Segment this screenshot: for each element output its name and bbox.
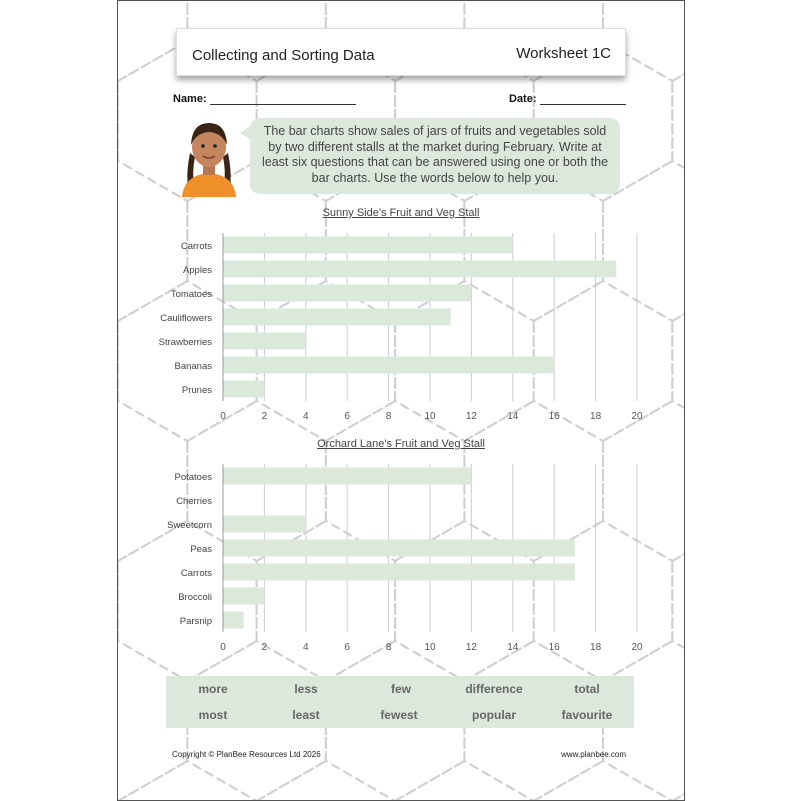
word-most: most [198,708,228,722]
x-tick-label: 8 [385,642,392,653]
y-category-label: Peas [190,544,212,555]
word-total: total [574,682,600,696]
copyright-text: Copyright © PlanBee Resources Ltd 2026 [172,750,321,759]
x-tick-label: 8 [385,411,392,422]
worksheet-page [117,0,685,801]
x-tick-label: 14 [507,642,519,653]
y-category-label: Potatoes [174,472,212,483]
x-tick-label: 12 [465,642,477,653]
word-fewest: fewest [380,708,418,722]
y-category-label: Cauliflowers [160,313,212,324]
word-more: more [198,682,228,696]
y-category-label: Carrots [180,568,212,579]
x-tick-label: 0 [220,642,226,653]
date-label: Date: [509,93,537,105]
x-tick-label: 18 [590,642,602,653]
x-tick-label: 0 [220,411,226,422]
y-category-label: Apples [182,265,212,276]
word-bank [166,676,634,728]
bar [223,516,306,533]
word-difference: difference [465,682,523,696]
x-tick-label: 10 [424,411,436,422]
x-tick-label: 4 [303,411,309,422]
x-tick-label: 2 [261,642,268,653]
worksheet-title: Collecting and Sorting Data [192,47,375,64]
x-tick-label: 6 [344,411,350,422]
x-tick-label: 2 [261,411,268,422]
x-tick-label: 12 [465,411,477,422]
y-category-label: Tomatoes [170,289,212,300]
worksheet-number: Worksheet 1C [516,45,611,62]
y-category-label: Sweetcorn [167,520,212,531]
instruction-text: The bar charts show sales of jars of fruits and vegetables sold by two different stalls at the market during February. Write at least six questions that can be answered using one or both the bar charts. Use the words below to help you. [261,124,609,185]
hexagon-pattern-shape [257,761,396,800]
chart1-title: Sunny Side's Fruit and Veg Stall [322,207,480,219]
orchard-lane-bar-chart [118,1,684,661]
y-category-label: Carrots [180,241,212,252]
x-tick-label: 10 [424,642,436,653]
x-tick-label: 20 [631,411,643,422]
bar [223,588,264,605]
y-category-label: Parsnip [179,616,212,627]
y-category-label: Prunes [181,385,212,396]
word-popular: popular [472,708,516,722]
word-favourite: favourite [561,708,613,722]
bar [223,612,244,629]
x-tick-label: 14 [507,411,519,422]
x-tick-label: 16 [548,411,560,422]
hexagon-pattern-shape [534,761,673,800]
word-less: less [294,682,318,696]
website-link[interactable]: www.planbee.com [561,750,626,759]
bar [223,540,575,557]
x-tick-label: 18 [590,411,602,422]
hexagon-pattern-shape [118,761,257,800]
x-tick-label: 16 [548,642,560,653]
bar [223,564,575,581]
chart2-title: Orchard Lane's Fruit and Veg Stall [317,438,485,450]
x-tick-label: 20 [631,642,643,653]
word-least: least [292,708,320,722]
y-category-label: Cherries [176,496,212,507]
name-label: Name: [173,93,207,105]
word-few: few [390,682,411,696]
x-tick-label: 6 [344,642,350,653]
bar [223,468,471,485]
hexagon-pattern-shape [395,761,534,800]
y-category-label: Broccoli [178,592,212,603]
y-category-label: Strawberries [158,337,212,348]
x-tick-label: 4 [303,642,309,653]
y-category-label: Bananas [174,361,212,372]
